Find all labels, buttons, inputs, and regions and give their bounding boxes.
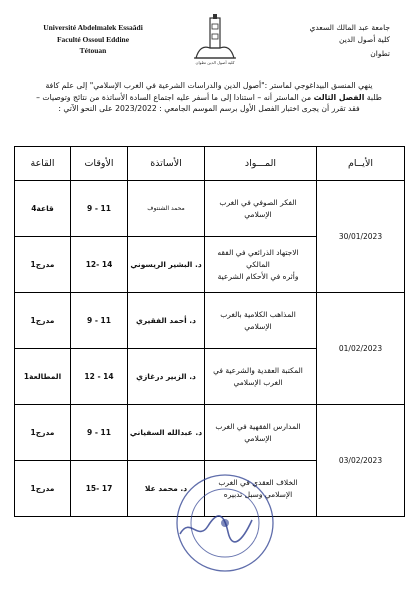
table-row	[15, 181, 405, 237]
header-left-latin	[28, 24, 158, 59]
subject-cell: الخلاف العقدي في الغرب الإسلامي وسبل تدبيره	[205, 461, 317, 517]
time-cell: 15- 17	[71, 461, 128, 517]
room-cell: قاعة4	[15, 181, 71, 237]
intro-line-2: طلبة الفصل الثالث من الماستر أنه – استنادا إلى ما أسفر عليه اجتماع السادة الأساتذة من نتائج وتوصيات –	[36, 92, 382, 102]
room-cell: مدرج1	[15, 237, 71, 293]
intro-line-3: فقد تقرر أن يجرى اختبار الفصل الأول برسم الموسم الجامعي : 2023/2022 على النحو الآتي :	[58, 104, 360, 113]
room-cell: المطالعة1	[15, 349, 71, 405]
city-name: Tétouan	[79, 46, 107, 55]
table-row	[15, 405, 405, 461]
professor-cell: د. أحمد الفقيري	[128, 293, 205, 349]
day-cell: 30/01/2023	[317, 181, 405, 293]
logo-caption: كلية أصول الدين تطوان	[195, 60, 235, 65]
faculty-name-ar: كلية أصول الدين	[339, 34, 390, 44]
subject-cell: المذاهب الكلامية بالغرب الإسلامي	[205, 293, 317, 349]
header-subjects: المـــواد	[205, 147, 317, 181]
room-cell: مدرج1	[15, 461, 71, 517]
subject-cell: الاجتهاد الذرائعي في الفقه المالكي وأثره في الأحكام الشرعية	[205, 237, 317, 293]
subject-cell: المدارس الفقهية في الغرب الإسلامي	[205, 405, 317, 461]
university-name-ar: جامعة عبد المالك السعدي	[309, 23, 390, 32]
professor-cell: د. البشير الريسوني	[128, 237, 205, 293]
time-cell: 9 - 11	[71, 293, 128, 349]
room-cell: مدرج1	[15, 293, 71, 349]
time-cell: 9 - 11	[71, 405, 128, 461]
exam-schedule-table	[14, 146, 405, 517]
intro-paragraph	[22, 80, 396, 115]
intro-line-1: ينهي المنسق البيداغوجي لماستر :"أصول الدين والدراسات الشرعية في الغرب الإسلامي" إلى علم كافة	[45, 81, 373, 90]
professor-cell: محمد الشنتوف	[128, 181, 205, 237]
header-professors: الأساتذة	[128, 147, 205, 181]
day-cell: 03/02/2023	[317, 405, 405, 517]
table-header-row	[15, 147, 405, 181]
professor-cell: د. محمد علا	[128, 461, 205, 517]
subject-cell: الفكر الصوفي في الغرب الإسلامي	[205, 181, 317, 237]
day-cell: 01/02/2023	[317, 293, 405, 405]
header-days: الأيــام	[317, 147, 405, 181]
city-name-ar: تطوان	[370, 49, 390, 58]
time-cell: 12 - 14	[71, 349, 128, 405]
time-cell: 12- 14	[71, 237, 128, 293]
university-name: Université Abdelmalek Essaâdi	[43, 23, 143, 32]
header-times: الأوقات	[71, 147, 128, 181]
professor-cell: د. عبدالله السفياني	[128, 405, 205, 461]
header-room: القاعة	[15, 147, 71, 181]
room-cell: مدرج1	[15, 405, 71, 461]
table-row	[15, 293, 405, 349]
signature-icon	[176, 508, 256, 548]
professor-cell: د. الزبير درغازي	[128, 349, 205, 405]
semester-label: الفصل الثالث	[313, 92, 365, 102]
subject-cell: المكتبة العقدية والشرعية في الغرب الإسلامي	[205, 349, 317, 405]
header-right-arabic	[300, 24, 390, 62]
faculty-name: Faculté Ossoul Eddine	[56, 34, 130, 44]
time-cell: 9 - 11	[71, 181, 128, 237]
